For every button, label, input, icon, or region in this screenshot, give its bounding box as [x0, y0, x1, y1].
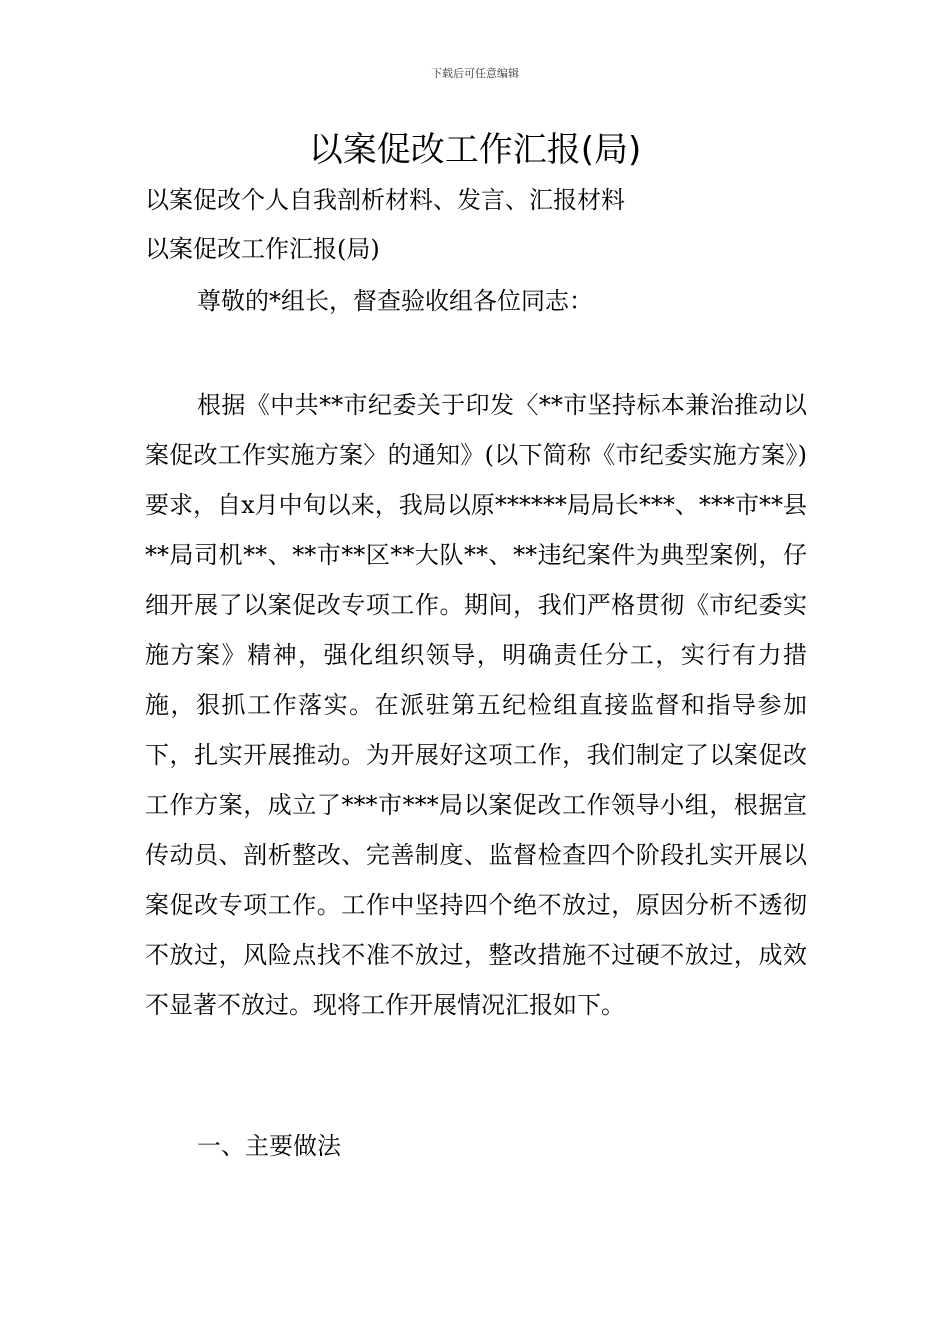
document-title: 以案促改工作汇报(局) [308, 130, 642, 170]
subtitle-line-2: 以案促改工作汇报(局) [145, 235, 380, 263]
subtitle-line-1: 以案促改个人自我剖析材料、发言、汇报材料 [145, 186, 625, 214]
section-heading: 一、主要做法 [197, 1132, 341, 1160]
salutation: 尊敬的*组长，督查验收组各位同志： [197, 287, 593, 315]
body-paragraph: 根据《中共**市纪委关于印发〈**市坚持标本兼治推动以案促改工作实施方案〉的通知》(以下简称《市纪委实施方案》)要求，自x月中旬以来，我局以原******局局长***、***市**县**局司机**、**市**区**大队**、**违纪案件为典型案例，仔细开展了以案促改专项工作。期间，我们严格贯彻《市纪委实施方案》精神，强化组织领导，明确责任分工，实行有力措施，狠抓工作落实。在派驻第五纪检组直接监督和指导参加下，扎实开展推动。为开展好这项工作，我们制定了以案促改工作方案，成立了***市***局以案促改工作领导小组，根据宣传动员、剖析整改、完善制度、监督检查四个阶段扎实开展以案促改专项工作。工作中坚持四个绝不放过，原因分析不透彻不放过，风险点找不准不放过，整改措施不过硬不放过，成效不显著不放过。现将工作开展情况汇报如下。 [145, 391, 807, 1019]
header-note: 下载后可任意编辑 [431, 67, 519, 80]
